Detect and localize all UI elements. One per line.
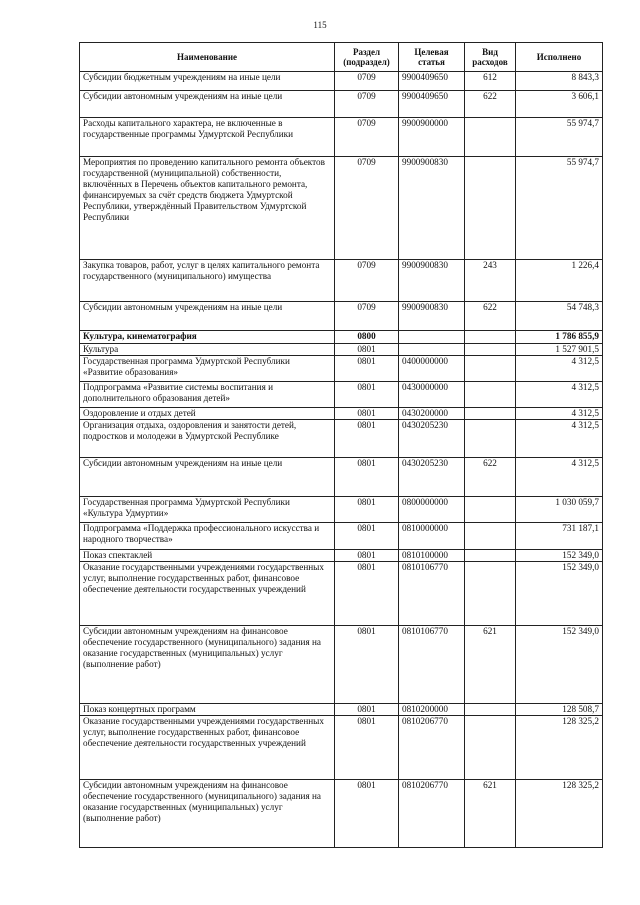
cell-article: 0800000000 bbox=[399, 497, 465, 523]
cell-article: 0400000000 bbox=[399, 356, 465, 382]
cell-executed: 1 527 901,5 bbox=[516, 344, 603, 356]
table-body bbox=[80, 72, 603, 848]
table-row bbox=[80, 91, 603, 118]
cell-executed: 731 187,1 bbox=[516, 523, 603, 550]
table-row bbox=[80, 260, 603, 302]
cell-executed: 128 325,2 bbox=[516, 716, 603, 780]
cell-type: 622 bbox=[465, 302, 516, 331]
cell-article: 0810000000 bbox=[399, 523, 465, 550]
cell-article: 0810106770 bbox=[399, 562, 465, 626]
cell-section: 0801 bbox=[335, 704, 399, 716]
cell-executed: 128 325,2 bbox=[516, 780, 603, 848]
cell-section: 0709 bbox=[335, 72, 399, 91]
cell-executed: 152 349,0 bbox=[516, 550, 603, 562]
header-section: Раздел (подраздел) bbox=[335, 43, 399, 72]
cell-type bbox=[465, 331, 516, 344]
cell-article: 0810206770 bbox=[399, 716, 465, 780]
cell-executed: 1 226,4 bbox=[516, 260, 603, 302]
table-row bbox=[80, 780, 603, 848]
cell-executed: 128 508,7 bbox=[516, 704, 603, 716]
cell-section: 0709 bbox=[335, 91, 399, 118]
cell-name: Расходы капитального характера, не включенные в государственные программы Удмуртской Республики bbox=[80, 118, 335, 157]
table-row bbox=[80, 356, 603, 382]
cell-name: Субсидии бюджетным учреждениям на иные цели bbox=[80, 72, 335, 91]
cell-name: Оздоровление и отдых детей bbox=[80, 408, 335, 420]
cell-executed: 152 349,0 bbox=[516, 562, 603, 626]
cell-article: 9900409650 bbox=[399, 72, 465, 91]
header-name: Наименование bbox=[80, 43, 335, 72]
table-row bbox=[80, 344, 603, 356]
cell-executed: 4 312,5 bbox=[516, 458, 603, 497]
cell-executed: 3 606,1 bbox=[516, 91, 603, 118]
cell-name: Оказание государственными учреждениями государственных услуг, выполнение государственных работ, финансовое обеспечение деятельности государственных учреждений bbox=[80, 716, 335, 780]
table-row bbox=[80, 716, 603, 780]
cell-article: 0810200000 bbox=[399, 704, 465, 716]
table-row bbox=[80, 550, 603, 562]
header-article: Целевая статья bbox=[399, 43, 465, 72]
budget-table bbox=[79, 42, 603, 848]
cell-section: 0801 bbox=[335, 458, 399, 497]
table-row bbox=[80, 420, 603, 458]
cell-section: 0801 bbox=[335, 550, 399, 562]
cell-section: 0801 bbox=[335, 408, 399, 420]
cell-name: Показ спектаклей bbox=[80, 550, 335, 562]
cell-type bbox=[465, 497, 516, 523]
cell-article: 9900900830 bbox=[399, 157, 465, 260]
cell-article: 0810106770 bbox=[399, 626, 465, 704]
cell-section: 0801 bbox=[335, 344, 399, 356]
cell-article: 9900900000 bbox=[399, 118, 465, 157]
header-type: Вид расходов bbox=[465, 43, 516, 72]
cell-name: Культура, кинематография bbox=[80, 331, 335, 344]
cell-type bbox=[465, 408, 516, 420]
cell-section: 0801 bbox=[335, 356, 399, 382]
table-row bbox=[80, 302, 603, 331]
cell-section: 0800 bbox=[335, 331, 399, 344]
cell-section: 0801 bbox=[335, 382, 399, 408]
cell-name: Субсидии автономным учреждениям на иные цели bbox=[80, 91, 335, 118]
cell-type: 243 bbox=[465, 260, 516, 302]
cell-type bbox=[465, 356, 516, 382]
cell-article: 0430000000 bbox=[399, 382, 465, 408]
cell-name: Субсидии автономным учреждениям на иные цели bbox=[80, 458, 335, 497]
cell-article: 0810206770 bbox=[399, 780, 465, 848]
table-row bbox=[80, 626, 603, 704]
cell-article: 0430200000 bbox=[399, 408, 465, 420]
cell-section: 0801 bbox=[335, 420, 399, 458]
table-row bbox=[80, 72, 603, 91]
cell-type: 622 bbox=[465, 458, 516, 497]
cell-type: 622 bbox=[465, 91, 516, 118]
cell-section: 0801 bbox=[335, 497, 399, 523]
cell-name: Подпрограмма «Развитие системы воспитания и дополнительного образования детей» bbox=[80, 382, 335, 408]
table-row bbox=[80, 331, 603, 344]
cell-name: Показ концертных программ bbox=[80, 704, 335, 716]
cell-name: Подпрограмма «Поддержка профессионального искусства и народного творчества» bbox=[80, 523, 335, 550]
header-executed: Исполнено bbox=[516, 43, 603, 72]
cell-name: Государственная программа Удмуртской Республики «Развитие образования» bbox=[80, 356, 335, 382]
cell-section: 0801 bbox=[335, 562, 399, 626]
cell-article: 9900900830 bbox=[399, 260, 465, 302]
table-header-row bbox=[80, 43, 603, 72]
cell-section: 0801 bbox=[335, 626, 399, 704]
cell-executed: 4 312,5 bbox=[516, 382, 603, 408]
cell-type bbox=[465, 157, 516, 260]
cell-section: 0709 bbox=[335, 302, 399, 331]
cell-article bbox=[399, 344, 465, 356]
cell-executed: 1 030 059,7 bbox=[516, 497, 603, 523]
cell-executed: 1 786 855,9 bbox=[516, 331, 603, 344]
cell-type bbox=[465, 382, 516, 408]
cell-type bbox=[465, 716, 516, 780]
cell-section: 0801 bbox=[335, 780, 399, 848]
cell-name: Субсидии автономным учреждениям на финансовое обеспечение государственного (муниципального) задания на оказание государственных (муниципальных) услуг (выполнение работ) bbox=[80, 780, 335, 848]
cell-type bbox=[465, 550, 516, 562]
cell-name: Мероприятия по проведению капитального ремонта объектов государственной (муниципальной) собственности, включённых в Перечень объектов капитального ремонта, финансируемых за счёт средств бюджета Удмуртской Республики, утверждённый Правительством Удмуртской Республики bbox=[80, 157, 335, 260]
cell-name: Государственная программа Удмуртской Республики «Культура Удмуртии» bbox=[80, 497, 335, 523]
cell-executed: 55 974,7 bbox=[516, 157, 603, 260]
cell-type bbox=[465, 523, 516, 550]
cell-name: Закупка товаров, работ, услуг в целях капитального ремонта государственного (муниципального) имущества bbox=[80, 260, 335, 302]
cell-section: 0709 bbox=[335, 118, 399, 157]
cell-executed: 4 312,5 bbox=[516, 356, 603, 382]
cell-name: Оказание государственными учреждениями государственных услуг, выполнение государственных работ, финансовое обеспечение деятельности государственных учреждений bbox=[80, 562, 335, 626]
table-row bbox=[80, 408, 603, 420]
cell-name: Культура bbox=[80, 344, 335, 356]
cell-section: 0801 bbox=[335, 523, 399, 550]
cell-name: Субсидии автономным учреждениям на иные цели bbox=[80, 302, 335, 331]
cell-executed: 8 843,3 bbox=[516, 72, 603, 91]
cell-name: Субсидии автономным учреждениям на финансовое обеспечение государственного (муниципального) задания на оказание государственных (муниципальных) услуг (выполнение работ) bbox=[80, 626, 335, 704]
cell-article bbox=[399, 331, 465, 344]
table-row bbox=[80, 118, 603, 157]
cell-executed: 152 349,0 bbox=[516, 626, 603, 704]
cell-type: 621 bbox=[465, 780, 516, 848]
page-number: 115 bbox=[313, 20, 327, 30]
cell-type bbox=[465, 704, 516, 716]
cell-section: 0801 bbox=[335, 716, 399, 780]
table-row bbox=[80, 157, 603, 260]
table-row bbox=[80, 458, 603, 497]
table-row bbox=[80, 704, 603, 716]
cell-type bbox=[465, 420, 516, 458]
cell-article: 0810100000 bbox=[399, 550, 465, 562]
table-row bbox=[80, 523, 603, 550]
cell-section: 0709 bbox=[335, 260, 399, 302]
cell-section: 0709 bbox=[335, 157, 399, 260]
cell-type bbox=[465, 118, 516, 157]
cell-executed: 4 312,5 bbox=[516, 408, 603, 420]
cell-type bbox=[465, 562, 516, 626]
cell-executed: 4 312,5 bbox=[516, 420, 603, 458]
cell-executed: 55 974,7 bbox=[516, 118, 603, 157]
cell-name: Организация отдыха, оздоровления и занятости детей, подростков и молодежи в Удмуртской Республике bbox=[80, 420, 335, 458]
cell-type: 621 bbox=[465, 626, 516, 704]
table-row bbox=[80, 497, 603, 523]
cell-article: 9900409650 bbox=[399, 91, 465, 118]
cell-executed: 54 748,3 bbox=[516, 302, 603, 331]
table-row bbox=[80, 382, 603, 408]
table-row bbox=[80, 562, 603, 626]
cell-type: 612 bbox=[465, 72, 516, 91]
cell-article: 0430205230 bbox=[399, 420, 465, 458]
cell-article: 0430205230 bbox=[399, 458, 465, 497]
cell-article: 9900900830 bbox=[399, 302, 465, 331]
cell-type bbox=[465, 344, 516, 356]
